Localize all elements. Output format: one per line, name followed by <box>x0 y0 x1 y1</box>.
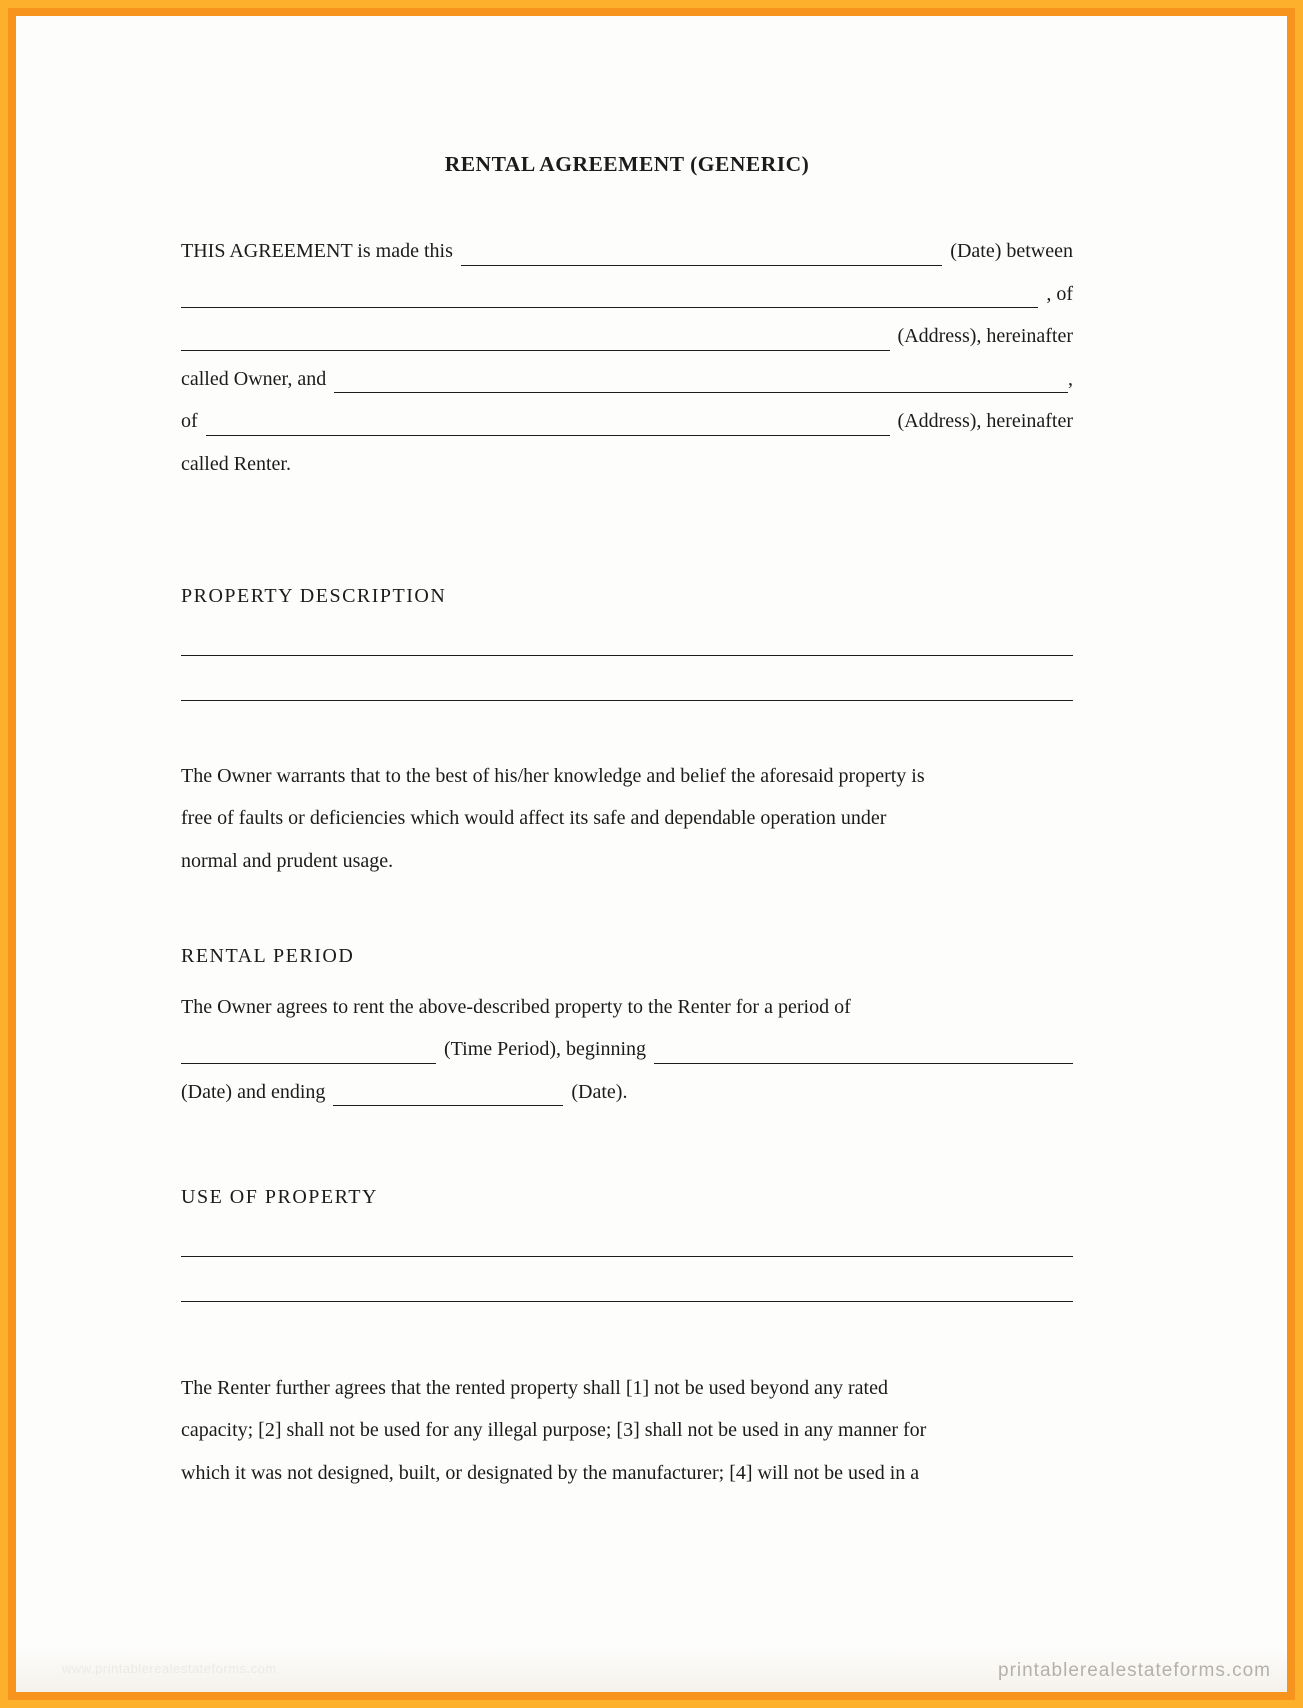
terms-line-3: which it was not designed, built, or designated by the manufacturer; [4] will not be used in a <box>181 1461 920 1484</box>
intro-line-4-pre: called Owner, and <box>181 367 327 390</box>
terms-line-1: The Renter further agrees that the rented property shall [1] not be used beyond any rated <box>181 1376 888 1399</box>
rental-period-line-3 <box>181 1071 1073 1114</box>
intro-line-4-post: , <box>1068 367 1073 390</box>
use-of-property-blank-line-2 <box>181 1264 1073 1309</box>
property-description-blank-line-2 <box>181 663 1073 708</box>
document-content <box>181 16 1073 1494</box>
intro-line-3-post: (Address), hereinafter <box>897 325 1073 347</box>
page-inner-border <box>8 8 1295 1700</box>
property-description-blank-line-1 <box>181 618 1073 663</box>
terms-paragraph <box>181 1367 1073 1495</box>
intro-line-2 <box>181 273 1073 316</box>
intro-line-4 <box>181 358 1073 401</box>
time-period-blank-field <box>181 1028 436 1071</box>
intro-paragraph <box>181 230 1073 485</box>
use-of-property-blanks <box>181 1219 1073 1309</box>
warranty-line-3: normal and prudent usage. <box>181 849 394 872</box>
rental-period-line-2-label: (Time Period), beginning <box>444 1038 647 1060</box>
rental-period-line-1: The Owner agrees to rent the above-described property to the Renter for a period of <box>181 995 851 1018</box>
end-date-blank-field <box>333 1071 563 1114</box>
use-of-property-blank-line-1 <box>181 1219 1073 1264</box>
document-title: RENTAL AGREEMENT (GENERIC) <box>444 152 810 176</box>
owner-name-blank-field <box>181 273 1038 316</box>
intro-line-3 <box>181 315 1073 358</box>
use-of-property-heading: USE OF PROPERTY <box>181 1186 378 1208</box>
warranty-line-1: The Owner warrants that to the best of his/her knowledge and belief the aforesaid property is <box>181 764 925 787</box>
property-description-heading: PROPERTY DESCRIPTION <box>181 585 447 607</box>
intro-line-5-post: (Address), hereinafter <box>897 410 1073 432</box>
begin-date-blank-field <box>654 1028 1073 1071</box>
footer-site-name: printablerealestateforms.com <box>998 1660 1271 1681</box>
rental-period-line-3-pre: (Date) and ending <box>181 1080 326 1103</box>
terms-line-2: capacity; [2] shall not be used for any illegal purpose; [3] shall not be used in any manner for <box>181 1419 927 1441</box>
footer-strip <box>16 1646 1287 1692</box>
rental-period-line-3-post: (Date). <box>571 1080 628 1103</box>
intro-line-5 <box>181 400 1073 443</box>
intro-line-1-pre: THIS AGREEMENT is made this <box>181 240 453 262</box>
warranty-line-2: free of faults or deficiencies which would affect its safe and dependable operation under <box>181 807 887 829</box>
date-blank-field <box>461 230 942 273</box>
renter-name-blank-field <box>334 358 1068 401</box>
intro-line-2-post: , of <box>1046 282 1073 305</box>
owner-address-blank-field <box>181 315 890 358</box>
intro-line-5-pre: of <box>181 410 198 432</box>
warranty-paragraph <box>181 755 1073 883</box>
rental-period-line-2 <box>181 1028 1073 1071</box>
intro-line-1-post: (Date) between <box>950 240 1073 262</box>
rental-period-paragraph <box>181 986 1073 1114</box>
property-description-blanks <box>181 618 1073 708</box>
rental-period-heading: RENTAL PERIOD <box>181 945 355 967</box>
intro-line-1 <box>181 230 1073 273</box>
intro-line-6: called Renter. <box>181 452 291 475</box>
footer-watermark: www.printablerealestateforms.com <box>62 1661 277 1676</box>
renter-address-blank-field <box>206 400 890 443</box>
